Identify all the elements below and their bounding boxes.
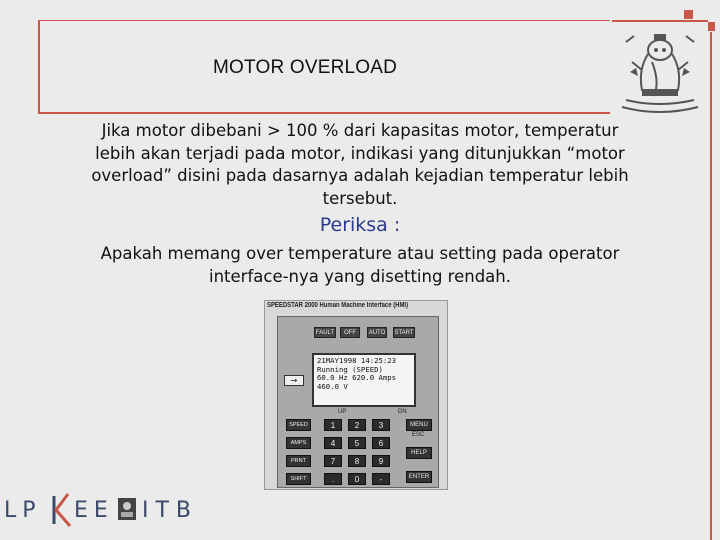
key-4: 4 [324,437,342,449]
key-minus: - [372,473,390,485]
hmi-faceplate [277,316,439,488]
corner-square [684,10,693,19]
lcd-line: 21MAY1998 14:25:23 [317,356,397,365]
key-6: 6 [372,437,390,449]
menu-key: MENU [406,419,432,431]
lcd-line: Running (SPEED) [317,364,383,374]
key-1: 1 [324,419,342,431]
help-key: HELP [406,447,432,459]
amps-key: AMPS [286,437,311,449]
lcd-line: 60.0 Hz 620.0 Amps [317,373,397,383]
auto-key: AUTO [367,327,387,338]
k-bracket-icon [54,494,70,526]
motor-overload-description: Jika motor dibebani > 100 % dari kapasitas motor, temperatur lebih akan terjadi pada motor, indikasi yang ditunjukkan “motor overload” disini pada dasarnya adalah kejadian temperatur lebih tersebut. [91,121,629,208]
fault-key: FAULT [314,327,336,338]
down-label: DN [398,409,407,415]
check-description: Apakah memang over temperature atau setting pada operator interface-nya yang disetting rendah. [100,244,620,286]
speed-key: SPEED [286,419,311,431]
emblem-icon [118,498,136,520]
key-dot: . [324,473,342,485]
off-key: OFF [340,327,360,338]
slide-title: MOTOR OVERLOAD [213,57,398,78]
print-key: PRNT [286,455,311,467]
up-label: UP [338,409,347,415]
key-8: 8 [348,455,366,467]
start-key: START [393,327,415,338]
logo-text-lp: LP [4,498,42,523]
lpkee-itb-logo [0,490,210,530]
ganesha-emblem-icon [612,22,708,114]
shift-key: SHIFT [286,473,311,485]
lcd-line: 460.0 V [317,381,348,391]
key-7: 7 [324,455,342,467]
enter-key: ENTER [406,471,432,483]
check-heading: Periksa : [319,214,401,236]
hmi-panel-image [264,300,448,490]
key-9: 9 [372,455,390,467]
arrow-key-icon: → [284,375,304,386]
hmi-title: SPEEDSTAR 2000 Human Machine Interface (HMI) [267,302,409,309]
esc-label: ESC [412,432,425,438]
logo-text-itb: ITB [142,498,199,523]
logo-text-ee: EE [74,498,114,523]
key-2: 2 [348,419,366,431]
key-5: 5 [348,437,366,449]
side-line [710,32,712,540]
key-3: 3 [372,419,390,431]
hmi-lcd-display [312,353,416,407]
key-0: 0 [348,473,366,485]
